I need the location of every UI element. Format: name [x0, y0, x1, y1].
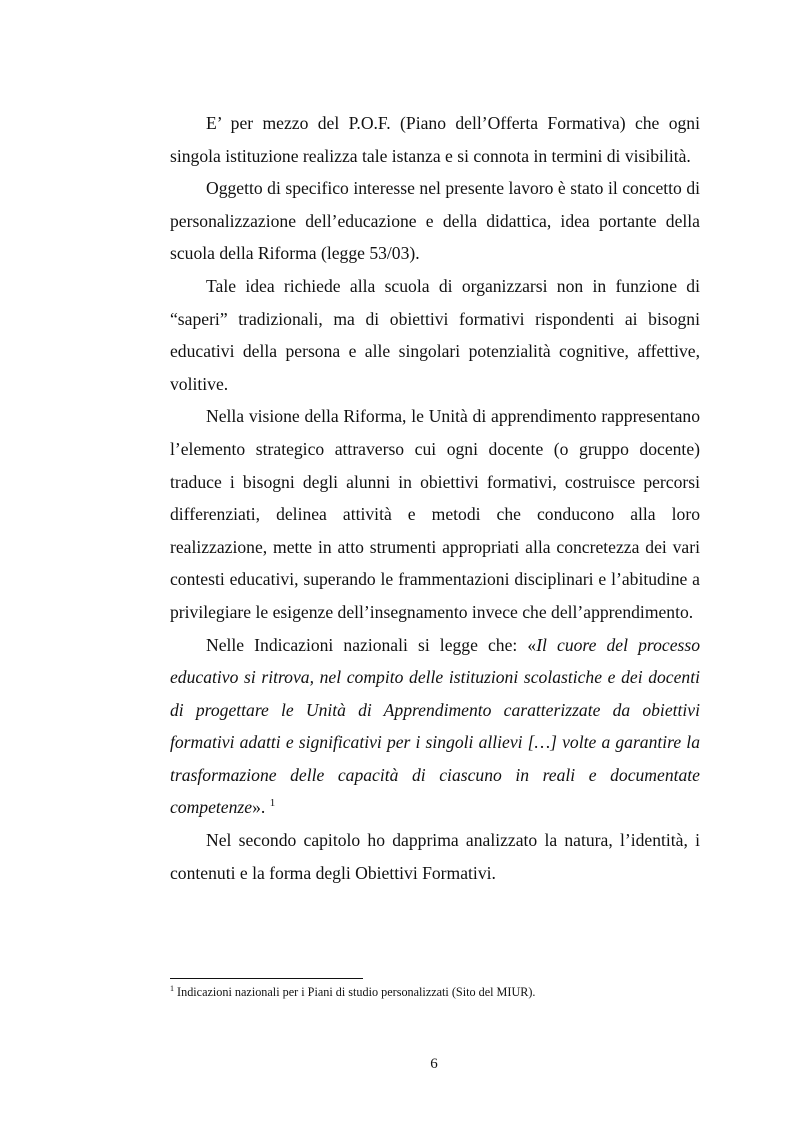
- footnote-text: Indicazioni nazionali per i Piani di studio personalizzati (Sito del MIUR).: [174, 985, 536, 999]
- footnote-reference[interactable]: 1: [269, 797, 276, 810]
- paragraph-organization: Tale idea richiede alla scuola di organizzarsi non in funzione di “saperi” tradizionali, ma di obiettivi formativi rispondenti ai bisogni educativi della persona e alle singolari potenzialità cognitive, affettive, volitive.: [170, 275, 700, 394]
- footnote-divider: [170, 978, 363, 979]
- paragraph-pof: E’ per mezzo del P.O.F. (Piano dell’Offerta Formativa) che ogni singola istituzione realizza tale istanza e si connota in termini di visibilità.: [170, 113, 700, 166]
- body-text: [170, 107, 700, 889]
- paragraph-second-chapter: Nel secondo capitolo ho dapprima analizzato la natura, l’identità, i contenuti e la forma degli Obiettivi Formativi.: [170, 830, 700, 883]
- quote-text: Il cuore del processo educativo si ritrova, nel compito delle istituzioni scolastiche e dei docenti di progettare le Unità di Apprendimento caratterizzate da obiettivi formativi adatti e significativi per i singoli allievi […] volte a garantire la trasformazione delle capacità di ciascuno in reali e documentate competenze: [170, 634, 700, 818]
- quote-lead: Nelle Indicazioni nazionali si legge che: «: [206, 634, 537, 655]
- footnote: [170, 984, 700, 1000]
- quote-tail: ».: [252, 797, 266, 818]
- paragraph-learning-units: Nella visione della Riforma, le Unità di apprendimento rappresentano l’elemento strategico attraverso cui ogni docente (o gruppo docente) traduce i bisogni degli alunni in obiettivi formativi, costruisce percorsi differenziati, delinea attività e metodi che conducono alla loro realizzazione, mette in atto strumenti appropriati alla concretezza dei vari contesti educativi, superando le frammentazioni disciplinari e l’abitudine a privilegiare le esigenze dell’insegnamento invece che dell’apprendimento.: [170, 406, 700, 622]
- footnote-mark: 1: [170, 983, 174, 993]
- paragraph-personalization: Oggetto di specifico interesse nel presente lavoro è stato il concetto di personalizzazione dell’educazione e della didattica, idea portante della scuola della Riforma (legge 53/03).: [170, 178, 700, 264]
- paragraph-national-indications: [170, 629, 700, 825]
- page-number: 6: [430, 1056, 438, 1072]
